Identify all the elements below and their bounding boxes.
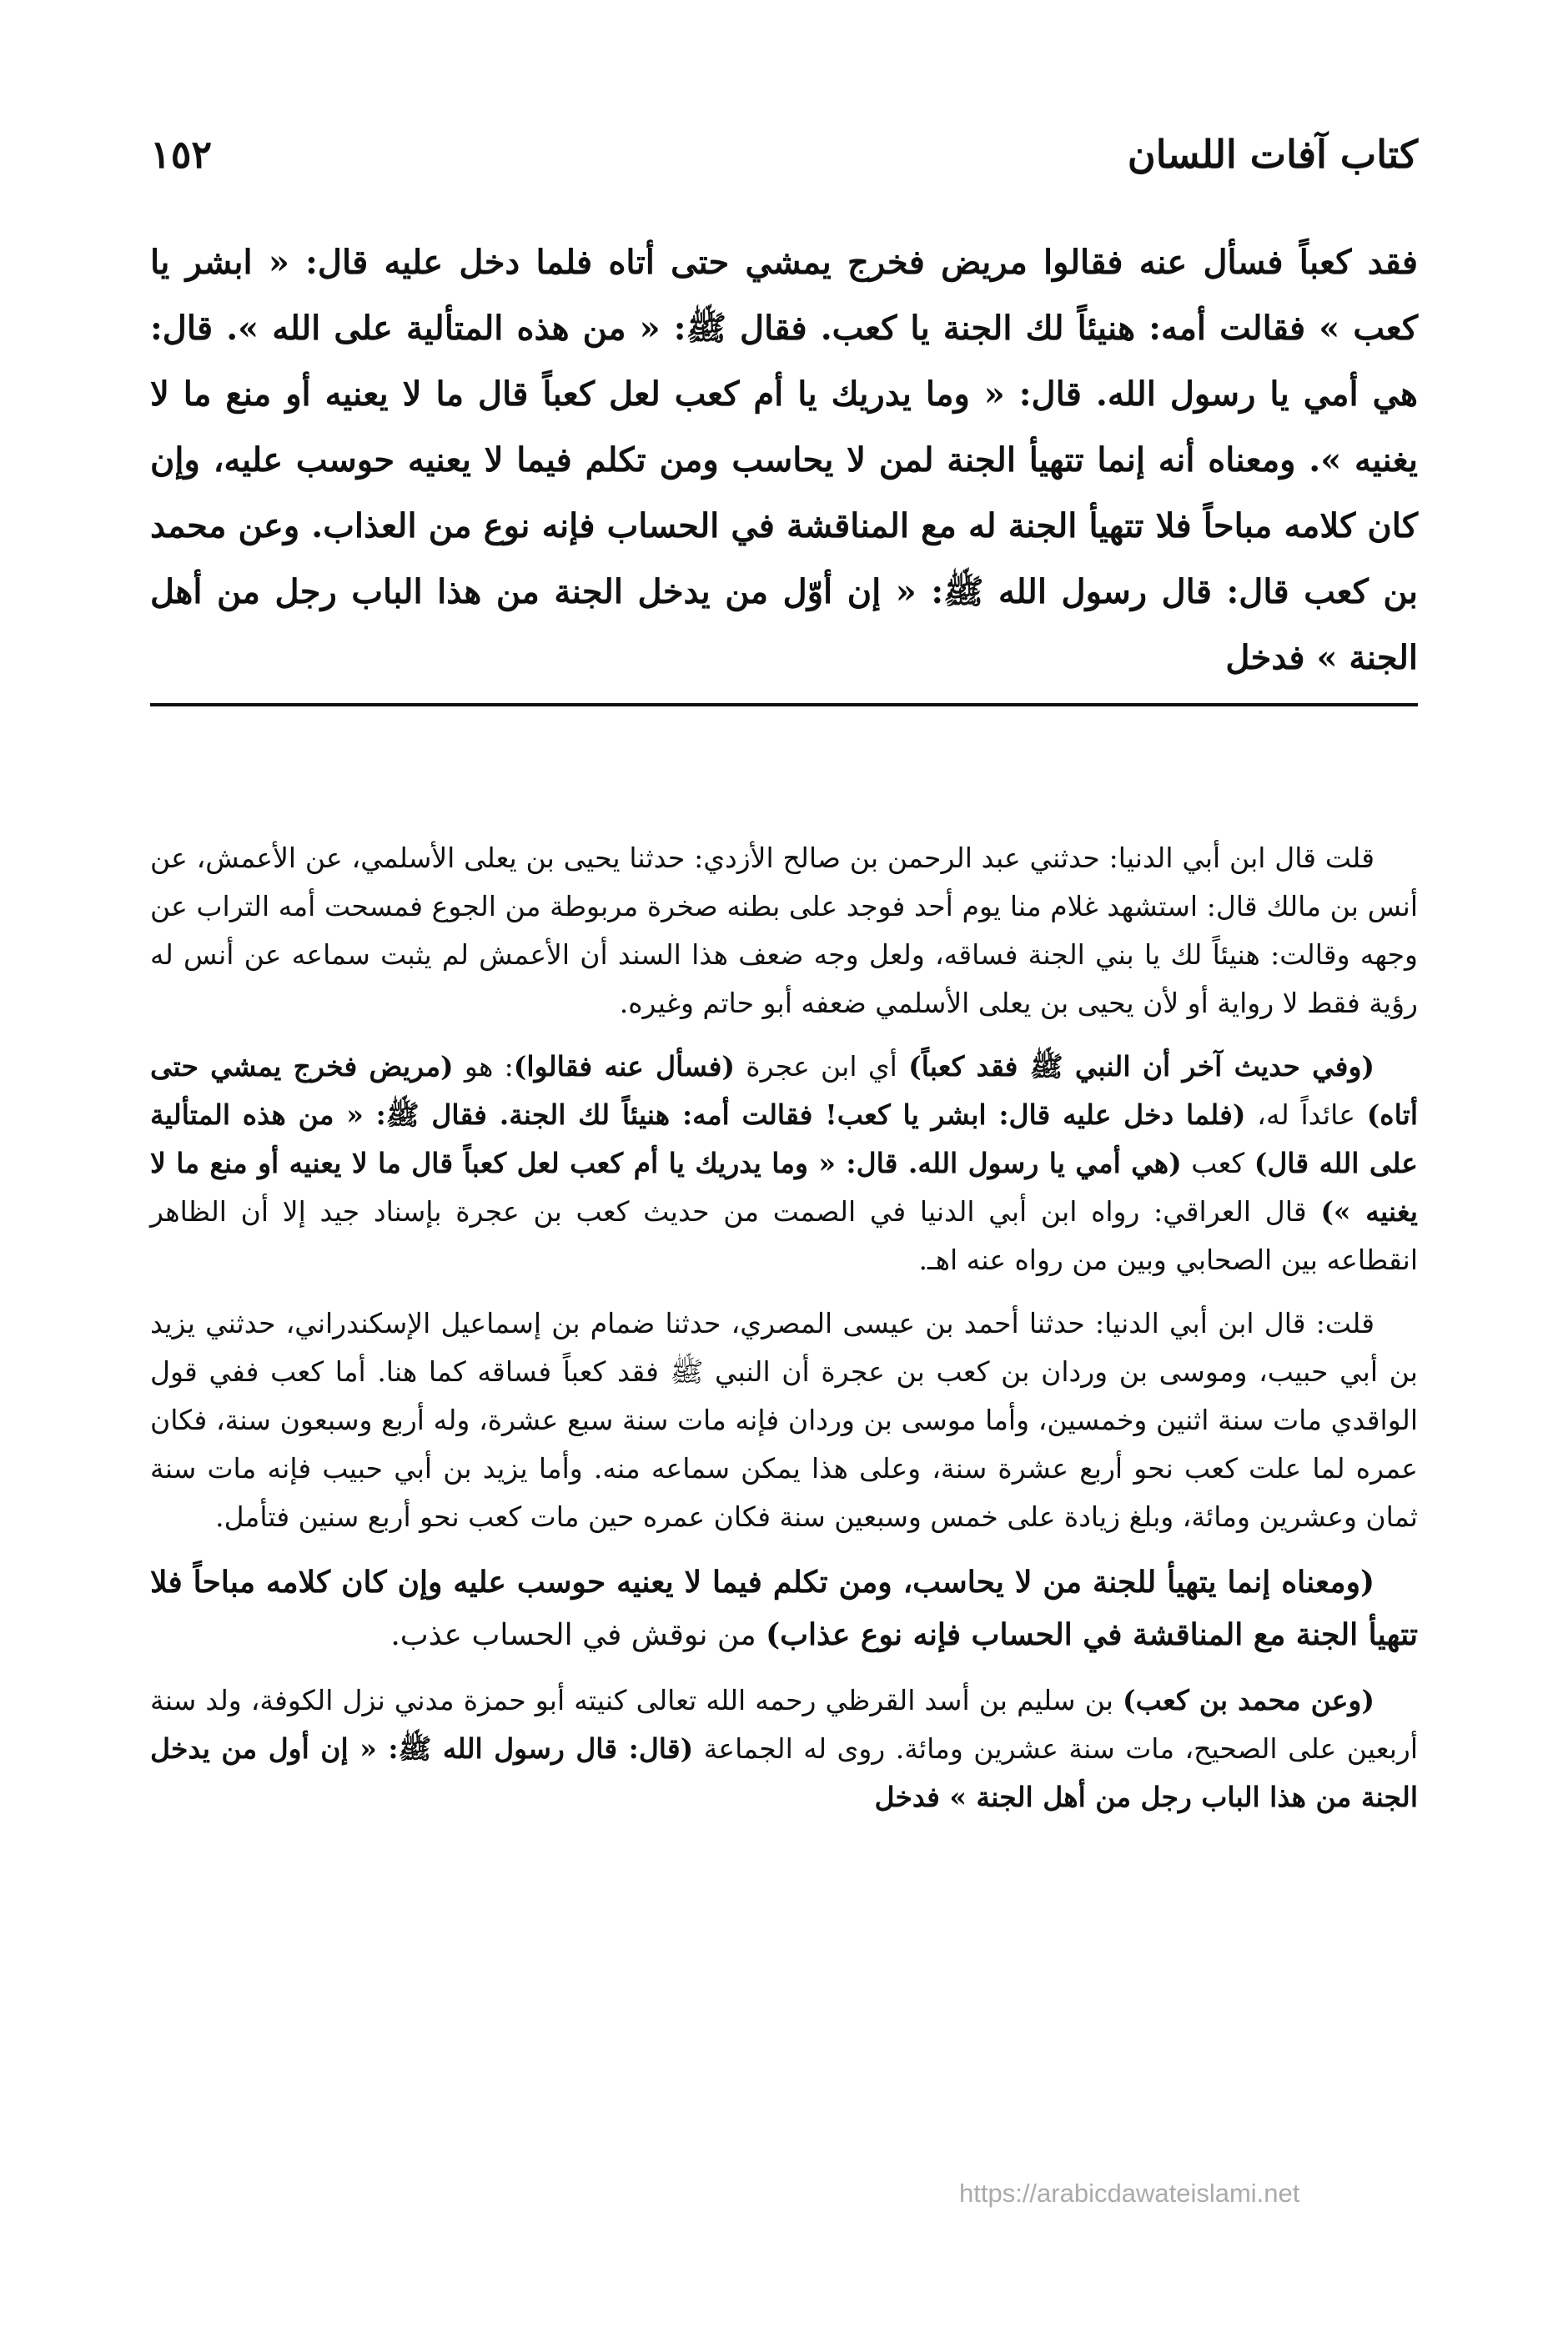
explanation-text: : هو — [453, 1050, 514, 1083]
book-title: كتاب آفات اللسان — [1127, 132, 1418, 177]
divider-line — [150, 703, 1418, 706]
explanation-text: كعب — [1181, 1147, 1254, 1179]
commentary-paragraph-4 — [150, 1556, 1418, 1661]
page-number: ١٥٢ — [150, 132, 213, 177]
quoted-text: (هي أمي يا رسول الله. قال: « وما يدريك يا أم كعب لعل كعباً قال ما لا يعنيه أو منع ما لا يغنيه ») — [150, 1147, 1418, 1228]
quoted-text: (وعن محمد بن كعب) — [1123, 1684, 1375, 1716]
main-text-paragraph: فقد كعباً فسأل عنه فقالوا مريض فخرج يمشي حتى أتاه فلما دخل عليه قال: « ابشر يا كعب » فقالت أمه: هنيئاً لك الجنة يا كعب. فقال ﷺ: « من هذه المتألية على الله ». قال: هي أمي يا رسول الله. قال: « وما يدريك يا أم كعب لعل كعباً قال ما لا يعنيه أو منع ما لا يغنيه ». ومعناه أنه إنما تتهيأ الجنة لمن لا يحاسب ومن تكلم فيما لا يعنيه حوسب عليه، وإن كان كلامه مباحاً فلا تتهيأ الجنة له مع المناقشة في الحساب فإنه نوع من العذاب. وعن محمد بن كعب قال: قال رسول الله ﷺ: « إن أوّل من يدخل الجنة من هذا الباب رجل من أهل الجنة » فدخل — [150, 243, 1419, 677]
explanation-text: بن سليم بن أسد القرظي رحمه الله تعالى كنيته أبو حمزة مدني نزل الكوفة، ولد سنة أربعين على الصحيح، مات سنة عشرين ومائة. روى له الجماعة — [150, 1684, 1418, 1765]
quoted-text: (فلما دخل عليه قال: ابشر يا كعب! فقالت أمه: هنيئاً لك الجنة. فقال ﷺ: « من هذه المتألية على الله قال) — [150, 1098, 1418, 1179]
quoted-text: (مريض فخرج يمشي حتى أتاه) — [150, 1050, 1418, 1131]
commentary-paragraph-1: قلت قال ابن أبي الدنيا: حدثني عبد الرحمن بن صالح الأزدي: حدثنا يحيى بن يعلى الأسلمي، عن الأعمش، عن أنس بن مالك قال: استشهد غلام منا يوم أحد فوجد على بطنه صخرة مربوطة من الجوع فمسحت أمه التراب عن وجهه وقالت: هنيئاً لك يا بني الجنة فساقه، ولعل وجه ضعف هذا السند أن الأعمش لم يثبت سماعه عن أنس له رؤية فقط لا رواية أو لأن يحيى بن يعلى الأسلمي ضعفه أبو حاتم وغيره. — [150, 842, 1418, 1019]
page-header — [150, 125, 1418, 183]
commentary-paragraph-5 — [150, 1676, 1418, 1822]
explanation-text: قال العراقي: رواه ابن أبي الدنيا في الصمت من حديث كعب بن عجرة بإسناد جيد إلا أن الظاهر انقطاعه بين الصحابي وبين من رواه عنه اهـ. — [150, 1195, 1418, 1276]
explanation-text: أي ابن عجرة — [734, 1050, 909, 1083]
quoted-text: (ومعناه إنما يتهيأ للجنة من لا يحاسب، ومن تكلم فيما لا يعنيه حوسب عليه وإن كان كلامه مباحاً فلا تتهيأ الجنة مع المناقشة في الحساب فإنه نوع عذاب) — [150, 1565, 1418, 1652]
commentary — [150, 834, 1418, 1837]
quoted-text: (وفي حديث آخر أن النبي ﷺ فقد كعباً) — [908, 1050, 1375, 1083]
main-text — [150, 229, 1418, 691]
commentary-paragraph-2 — [150, 1043, 1418, 1284]
watermark-url: https://arabicdawateislami.net — [959, 2179, 1300, 2208]
commentary-paragraph-3: قلت: قال ابن أبي الدنيا: حدثنا أحمد بن عيسى المصري، حدثنا ضمام بن إسماعيل الإسكندراني، حدثني يزيد بن أبي حبيب، وموسى بن وردان بن كعب بن عجرة أن النبي ﷺ فقد كعباً فساقه كما هنا. أما كعب ففي قول الواقدي مات سنة اثنين وخمسين، وأما موسى بن وردان فإنه مات سنة سبع عشرة، وله أربع وسبعون سنة، فكان عمره لما علت كعب نحو أربع عشرة سنة، وعلى هذا يمكن سماعه منه. وأما يزيد بن أبي حبيب فإنه مات سنة ثمان وعشرين ومائة، وبلغ زيادة على خمس وسبعين سنة فكان عمره حين مات كعب نحو أربع سنين فتأمل. — [150, 1307, 1418, 1533]
quoted-text: (فسأل عنه فقالوا) — [513, 1050, 735, 1083]
quoted-text: (قال: قال رسول الله ﷺ: « إن أول من يدخل الجنة من هذا الباب رجل من أهل الجنة » فدخل — [150, 1732, 1418, 1813]
explanation-text: من نوقش في الحساب عذب. — [390, 1618, 766, 1652]
book-page — [150, 92, 1418, 2294]
explanation-text: عائداً له، — [1245, 1098, 1367, 1131]
